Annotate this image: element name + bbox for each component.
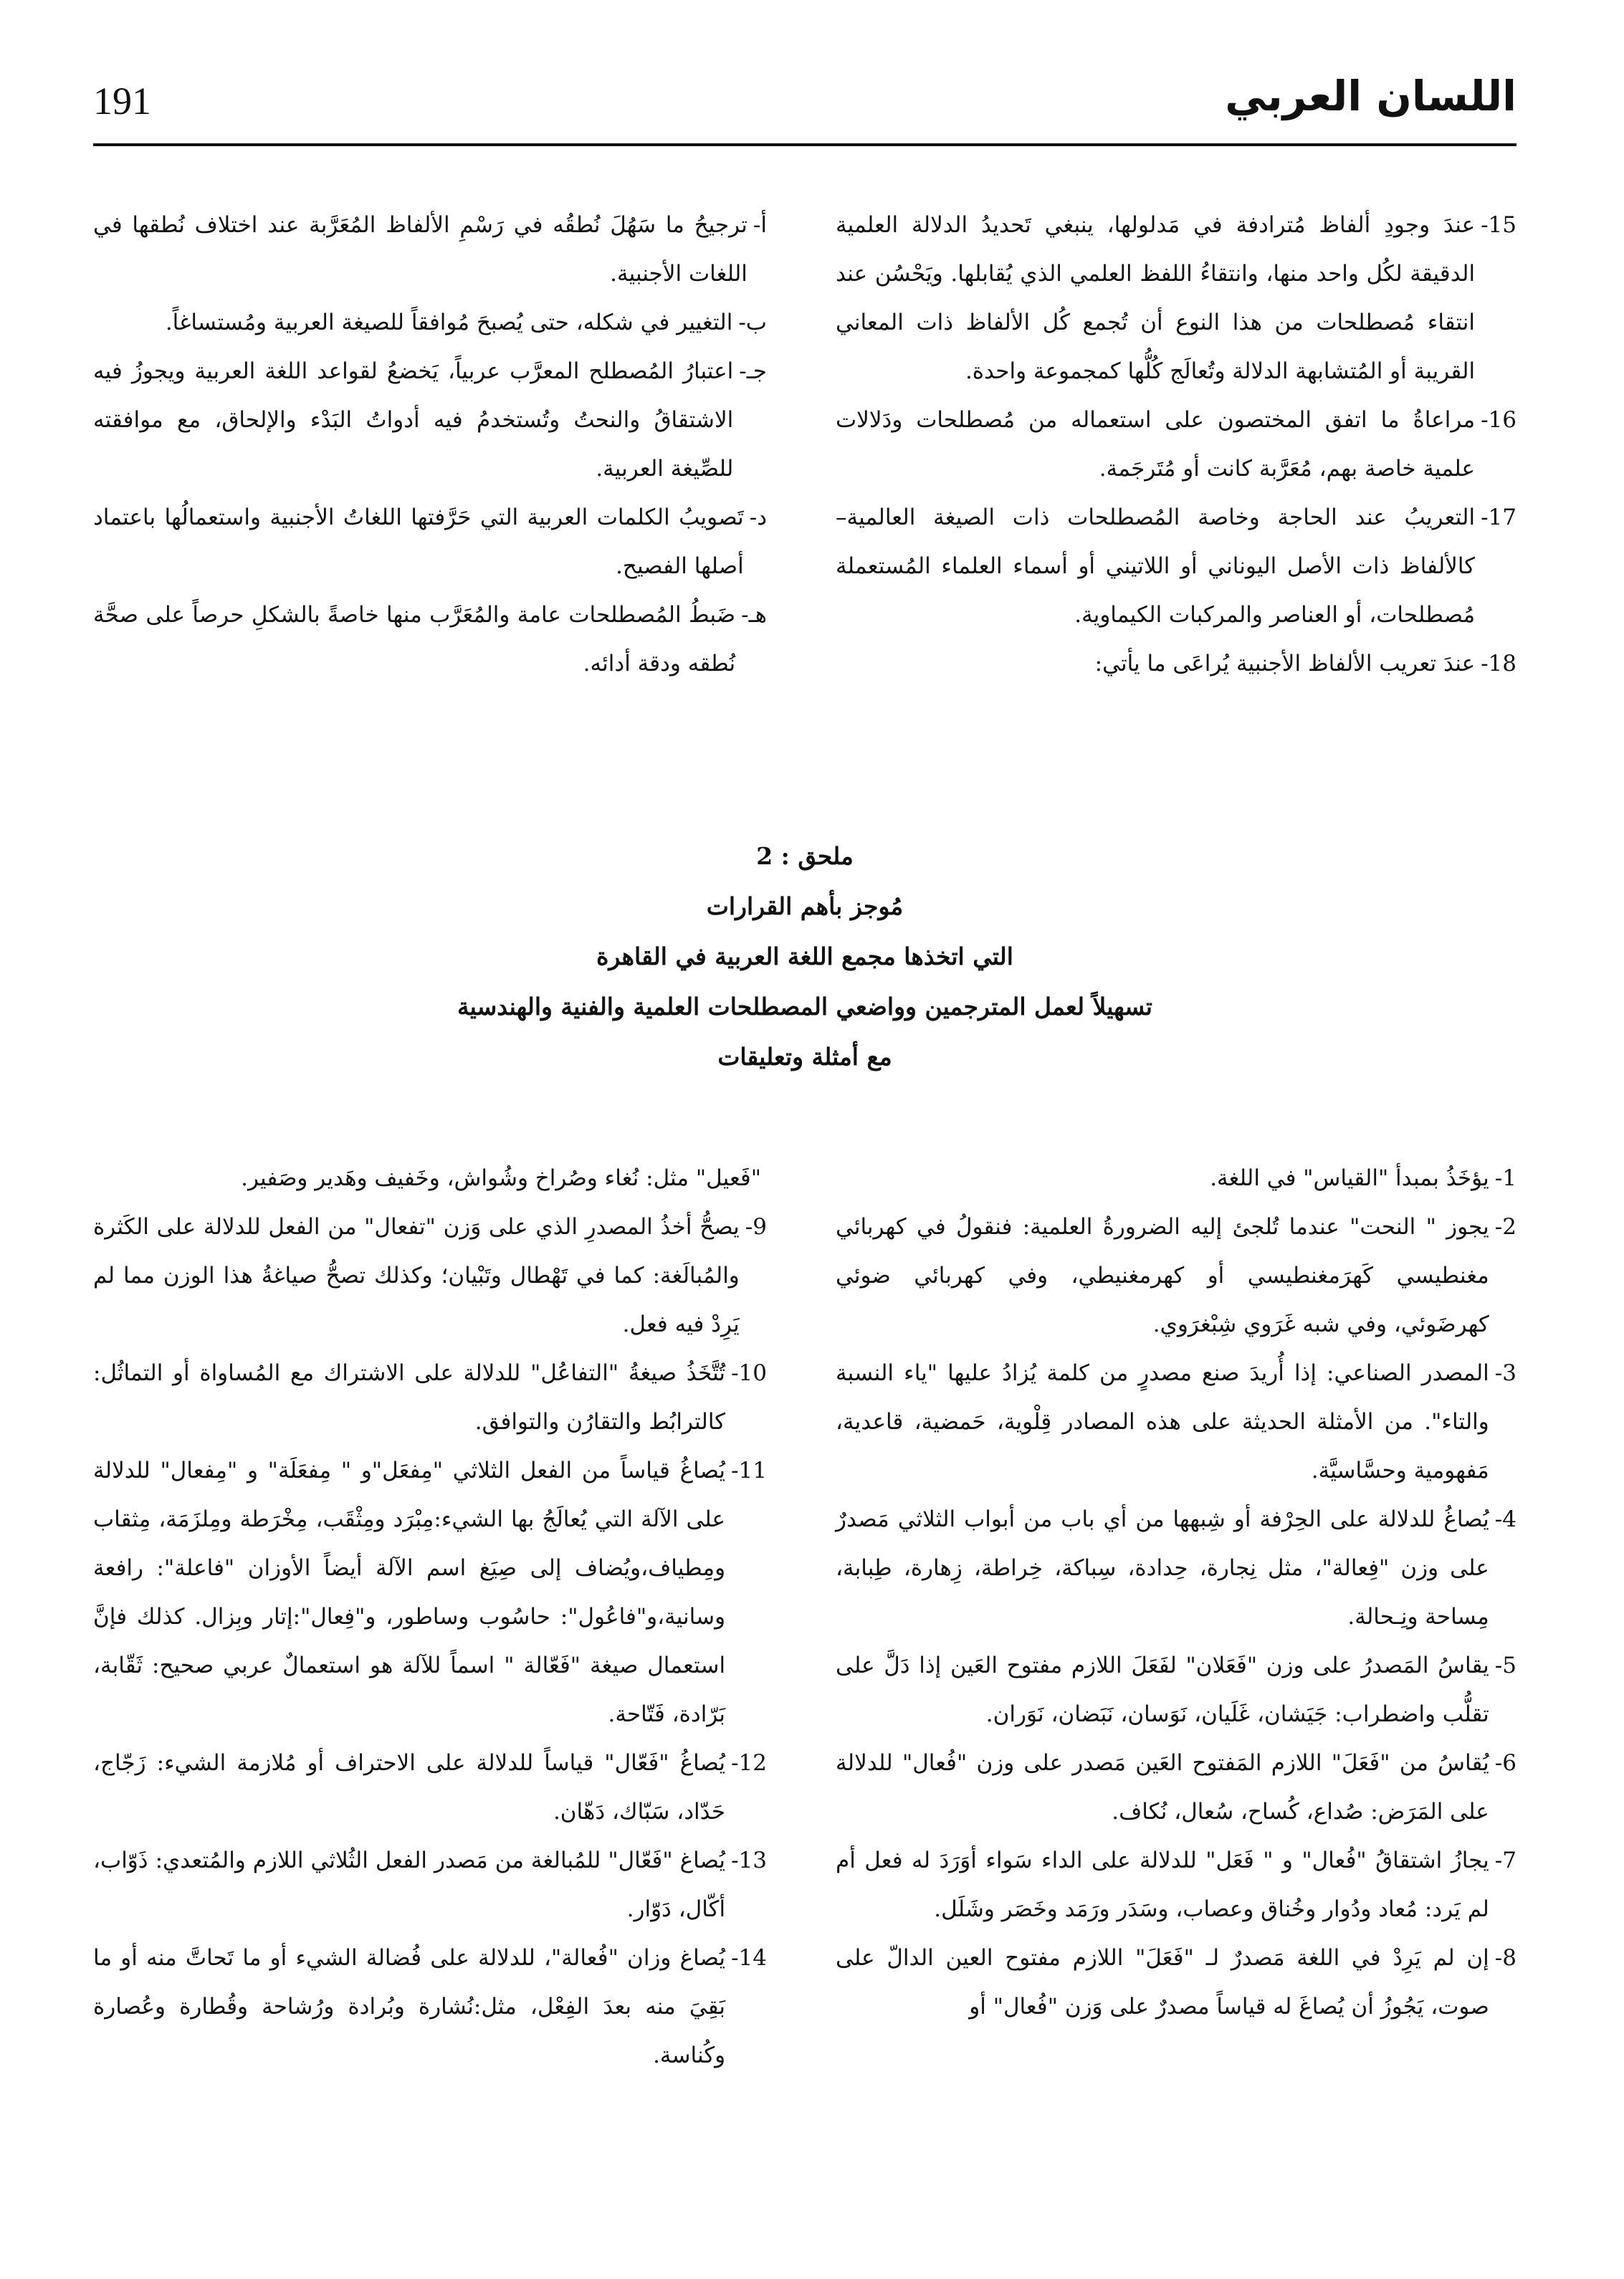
list-item — [93, 1446, 767, 1739]
item-text: يُصاغ وزان "فُعالة"، للدلالة على فُضالة الشيء أو ما تَحاتَّ منه أو ما بَقِيَ منه بعدَ الفِعْل، مثل:نُشارة وبُرادة ورُشاحة وقُطارة وعُصارة وكُناسة. — [93, 1945, 726, 2068]
appendix-title-line-1: مُوجز بأهم القرارات — [706, 892, 904, 920]
item-number: 4- — [1494, 1506, 1516, 1532]
item-text: يُصاغُ قياساً من الفعل الثلاثي "مِفعَل"و " مِفعَلَة" و "مِفعال" للدلالة على الآلة التي يُعالَجُ بها الشيء:مِبْرَد ومِثْقَب، مِخْرَطة ومِلزَمَة، مِثقاب ومِطياف،ويُضاف إلى صِيَغ اسم الآلة أيضاً الأوزان "فاعلة": رافعة وسانية،و"فاعُول": حاسُوب وساطور، و"فِعال":إتار وبِزال. كذلك فإنَّ استعمال صيغة "فَعّالة " اسماً للآلة هو استعمالٌ عربي صحيح: ثَقّابة، بَرّادة، فَتّاحة. — [93, 1458, 726, 1727]
item-number: 11- — [731, 1458, 767, 1484]
list-item — [836, 493, 1516, 639]
appendix-heading — [93, 831, 1516, 1082]
list-item — [836, 639, 1516, 688]
page-number: 191 — [93, 80, 151, 123]
item-text: مراعاةُ ما اتفق المختصون على استعماله من مُصطلحات ودَلالات علمية خاصة بهم، مُعَرَّبة كانت أو مُتَرجَمة. — [836, 407, 1476, 482]
item-text: تُتَّخَذُ صيغةُ "التفاعُل" للدلالة على الاشتراك مع المُساواة أو التماثُل: كالترابُط والتقارُن والتوافق. — [93, 1360, 726, 1435]
list-item — [93, 201, 767, 298]
item-text: عندَ تعريب الألفاظ الأجنبية يُراعَى ما يأتي: — [1094, 651, 1476, 677]
item-number: أ- — [753, 212, 767, 238]
item-number: 13- — [731, 1848, 767, 1873]
list-item — [93, 1349, 767, 1446]
list-item — [836, 1739, 1516, 1836]
appendix-title-line-2: التي اتخذها مجمع اللغة العربية في القاهرة — [596, 942, 1013, 970]
item-text: التعريبُ عند الحاجة وخاصة المُصطلحات ذات الصيغة العالمية– كالألفاظ ذات الأصل اليوناني أو اللاتيني أو أسماء العلماء المُستعملة مُصطلحات، أو العناصر والمركبات الكيماوية. — [836, 505, 1476, 628]
item-text: المصدر الصناعي: إذا أُريدَ صنع مصدرٍ من كلمة يُزادُ عليها "ياء النسبة والتاء". من الأمثلة الحديثة على هذه المصادر قِلْوية، حَمضية، قاعدية، مَفهومية وحسَّاسيَّة. — [836, 1360, 1489, 1484]
item-number — [761, 1154, 767, 1203]
item-number: 18- — [1481, 651, 1516, 677]
item-text: اعتبارُ المُصطلح المعرَّب عربياً، يَخضعُ لقواعد اللغة العربية ويجوزُ فيه الاشتقاقُ والنحتُ وتُستخدمُ فيه أدواتُ البَدْء والإلحاق، مع موافقته للصِّيغة العربية. — [93, 358, 734, 482]
item-text: يُصاغ "فَعّال" للمُبالغة من مَصدر الفعل الثُلاثي اللازم والمُتعدي: ذَوّاب، أكّال، دَوّار. — [93, 1848, 726, 1922]
list-item — [836, 1641, 1516, 1739]
item-text: يجازُ اشتقاقُ "فُعال" و " فَعَل" للدلالة على الداء سَواء أوَرَدَ له فعل أم لم يَرد: مُعاد ودُوار وخُناق وعصاب، وسَدَر ورَمَد وخَصَر وشَلَل. — [836, 1848, 1489, 1922]
item-text: تَصويبُ الكلمات العربية التي حَرَّفتها اللغاتُ الأجنبية واستعمالُها باعتماد أصلها الفصيح. — [93, 505, 744, 579]
appendix-label: ملحق : 2 — [756, 842, 854, 870]
list-item — [836, 1934, 1516, 2031]
item-number: 16- — [1481, 407, 1516, 433]
list-item — [93, 1203, 767, 1349]
item-text: ترجيحُ ما سَهُلَ نُطقُه في رَسْمِ الألفاظ المُعَرَّبة عند اختلاف نُطقها في اللغات الأجنبية. — [93, 212, 747, 287]
list-item — [93, 1739, 767, 1836]
list-item — [836, 1349, 1516, 1495]
list-item — [836, 1154, 1516, 1203]
item-number: 3- — [1494, 1360, 1516, 1386]
list-item — [836, 1836, 1516, 1934]
journal-logo: اللسان العربي — [1225, 72, 1516, 120]
appendix-title-line-3: تسهيلاً لعمل المترجمين وواضعي المصطلحات العلمية والفنية والهندسية — [457, 993, 1152, 1021]
item-text: التغيير في شكله، حتى يُصبحَ مُوافقاً للصيغة العربية ومُستساغاً. — [165, 310, 733, 335]
item-text: يُصاغُ للدلالة على الحِرْفة أو شِبهها من أي باب من أبواب الثلاثي مَصدرٌ على وزن "فِعالة"، مثل نِجارة، حِدادة، سِباكة، خِراطة، زِهارة، طِبابة، مِساحة ونِـحالة. — [836, 1506, 1489, 1630]
item-number: 14- — [731, 1945, 767, 1971]
left-column-bottom — [93, 1154, 767, 2080]
item-text: يؤخَذُ بمبدأ "القياس" في اللغة. — [1210, 1165, 1489, 1191]
item-number: د- — [749, 505, 767, 530]
appendix-title-line-4: مع أمثلة وتعليقات — [717, 1043, 892, 1071]
item-number: 15- — [1481, 212, 1516, 238]
item-text: يصحُّ أخذُ المصدرِ الذي على وَزن "تفعال" من الفعل للدلالة على الكَثرة والمُبالَغة: كما في تَهْطال وتَبْيان؛ وكذلك تصحُّ صياغةُ هذا الوزن مما لم يَرِدْ فيه فعل. — [93, 1214, 740, 1337]
list-item — [836, 201, 1516, 396]
item-text: "فَعيل" مثل: نُغاء وصُراخ وشُواش، وخَفيف وهَدير وصَفير. — [241, 1165, 761, 1191]
item-text: يُصاغُ "فَعّال" قياساً للدلالة على الاحتراف أو مُلازمة الشيء: زَجّاج، حَدّاد، سَبّاك، دَهّان. — [93, 1750, 726, 1825]
item-number: 6- — [1494, 1750, 1516, 1776]
item-text: ضَبطُ المُصطلحات عامة والمُعَرَّب منها خاصةً بالشكلِ حرصاً على صحَّة نُطقه ودقة أدائه. — [93, 602, 736, 677]
list-item — [836, 396, 1516, 493]
item-number: 5- — [1494, 1653, 1516, 1678]
list-item — [93, 591, 767, 688]
item-number: جـ- — [739, 358, 767, 384]
list-item — [93, 298, 767, 347]
item-number: 1- — [1494, 1165, 1516, 1191]
item-number: 8- — [1494, 1945, 1516, 1971]
item-text: يقاسُ المَصدرُ على وزن "فَعَلان" لفَعَلَ اللازم مفتوح العَين إذا دَلَّ على تقلُّب واضطراب: جَيَشان، غَلَيان، نَوَسان، نَبَضان، نَوَران. — [836, 1653, 1489, 1727]
list-item — [836, 1495, 1516, 1641]
right-column-top — [836, 201, 1516, 688]
item-text: عندَ وجودِ ألفاظ مُترادفة في مَدلولها، ينبغي تَحديدُ الدلالة العلمية الدقيقة لكُل واحد منها، وانتقاءُ اللفظ العلمي الذي يُقابلها. ويَحْسُن عند انتقاء مُصطلحات من هذا النوع أن تُجمع كُل الألفاظ ذات المعاني القريبة أو المُتشابهة الدلالة وتُعالَج كُلُّها كمجموعة واحدة. — [836, 212, 1476, 384]
list-item — [93, 347, 767, 493]
item-number: 10- — [731, 1360, 767, 1386]
item-text: يُقاسُ من "فَعَلَ" اللازم المَفتوح العَين مَصدر على وزن "فُعال" للدلالة على المَرَض: صُداع، كُساح، سُعال، نُكاف. — [836, 1750, 1489, 1825]
right-column-bottom — [836, 1154, 1516, 2031]
item-number: 2- — [1494, 1214, 1516, 1240]
item-number: هـ- — [741, 602, 767, 628]
list-item — [93, 1154, 767, 1203]
page-header — [93, 64, 1516, 136]
item-text: إن لم يَرِدْ في اللغة مَصدرٌ لـ "فَعَلَ" اللازم مفتوح العين الدالّ على صوت، يَجُوزُ أن يُصاغَ له قياساً مصدرٌ على وَزن "فُعال" أو — [836, 1945, 1489, 2020]
list-item — [93, 1934, 767, 2080]
item-number: ب- — [738, 310, 767, 335]
left-column-top — [93, 201, 767, 688]
list-item — [836, 1203, 1516, 1349]
item-text: يجوز " النحت" عندما تُلجئ إليه الضرورةُ العلمية: فنقولُ في كهربائي مغنطيسي كَهرَمغنطيسي أو كهرمغنيطي، وفي كهربائي ضوئي كهرضَوئي، وفي شبه غَرَوي شِبْغرَوي. — [836, 1214, 1489, 1337]
list-item — [93, 493, 767, 591]
item-number: 7- — [1494, 1848, 1516, 1873]
list-item — [93, 1836, 767, 1934]
item-number: 9- — [745, 1214, 767, 1240]
item-number: 17- — [1481, 505, 1516, 530]
header-divider — [93, 143, 1516, 146]
item-number: 12- — [731, 1750, 767, 1776]
